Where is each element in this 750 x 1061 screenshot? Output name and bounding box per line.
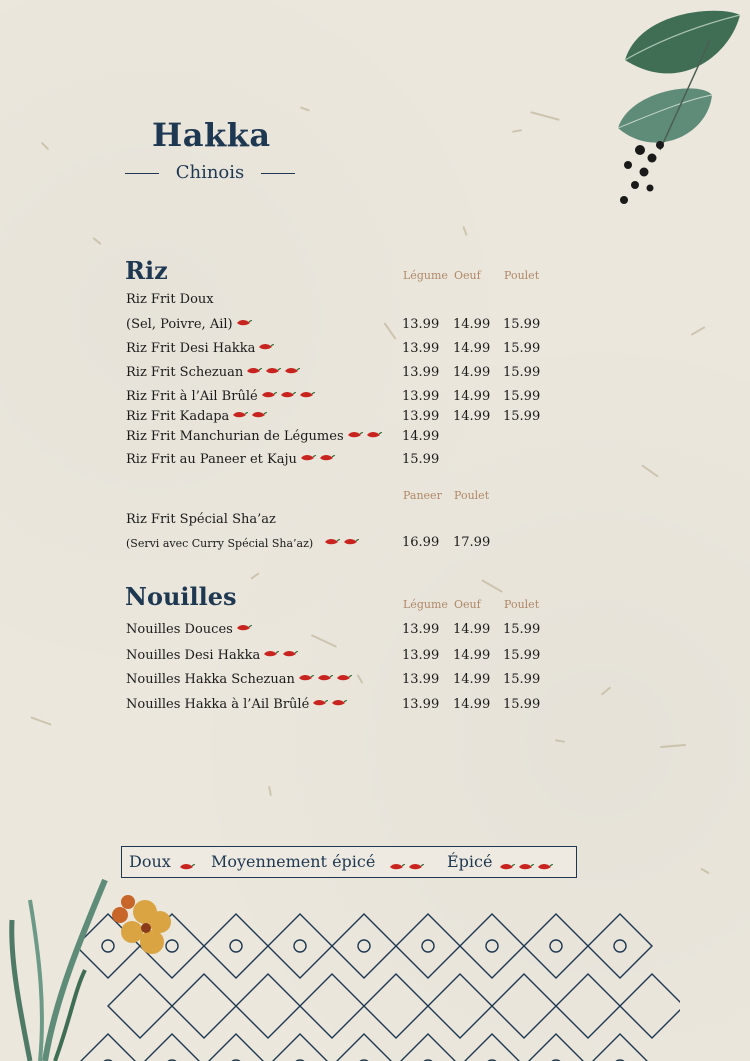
- flower-illustration: [0, 870, 190, 1061]
- chili-icon: [324, 537, 340, 546]
- item-price: 15.99: [503, 622, 541, 637]
- pattern-diamond: [300, 974, 364, 1038]
- pattern-diamond: [332, 914, 396, 978]
- price-paneer: 16.99: [402, 535, 440, 550]
- item-price: 13.99: [402, 365, 440, 380]
- legend-hot-chili: [496, 857, 553, 876]
- item-name: Nouilles Hakka Schezuan: [126, 672, 352, 687]
- pattern-diamond: [236, 974, 300, 1038]
- item-price: 15.99: [503, 672, 541, 687]
- pattern-circle: [422, 940, 434, 952]
- item-price: 13.99: [402, 389, 440, 404]
- pattern-diamond: [556, 974, 620, 1038]
- item-price: 15.99: [503, 648, 541, 663]
- menu-item: [126, 452, 546, 472]
- section-title-riz: Riz: [125, 256, 168, 285]
- item-price: 14.99: [453, 672, 491, 687]
- item-price: 14.99: [453, 341, 491, 356]
- chili-icon: [299, 390, 315, 399]
- chili-icon: [347, 430, 363, 439]
- item-name: Riz Frit Manchurian de Légumes: [126, 429, 382, 444]
- pattern-circle: [550, 940, 562, 952]
- item-price: 14.99: [453, 389, 491, 404]
- item-name: (Sel, Poivre, Ail): [126, 317, 252, 332]
- pattern-diamond: [620, 974, 680, 1038]
- pattern-diamond: [204, 914, 268, 978]
- menu-item: [126, 409, 546, 429]
- item-price: 14.99: [453, 317, 491, 332]
- chili-icon: [343, 537, 359, 546]
- pattern-diamond: [396, 1034, 460, 1061]
- section-title-nouilles: Nouilles: [125, 582, 237, 611]
- menu-item: [126, 292, 546, 312]
- chili-icon: [280, 390, 296, 399]
- chili-icon: [236, 318, 252, 327]
- spice-level: [255, 341, 274, 356]
- menu-item: [126, 389, 546, 409]
- chili-icon: [263, 649, 279, 658]
- chili-icon: [265, 366, 281, 375]
- item-name: Riz Frit à l’Ail Brûlé: [126, 389, 315, 404]
- pattern-diamond: [396, 914, 460, 978]
- item-price: 15.99: [503, 697, 541, 712]
- legend-hot-label: Épicé: [447, 852, 493, 871]
- menu-item: [126, 317, 546, 337]
- price-poulet: 17.99: [453, 535, 491, 550]
- menu-item: [126, 672, 546, 692]
- item-price: 15.99: [503, 341, 541, 356]
- chili-icon: [258, 342, 274, 351]
- item-price: 13.99: [402, 622, 440, 637]
- item-name: Nouilles Hakka à l’Ail Brûlé: [126, 697, 347, 712]
- chili-icon: [317, 673, 333, 682]
- item-name: Nouilles Desi Hakka: [126, 648, 298, 663]
- page-title: Hakka: [152, 116, 271, 154]
- item-price: 15.99: [503, 389, 541, 404]
- legend-medium-label: Moyennement épicé: [211, 852, 376, 871]
- item-price: 15.99: [402, 452, 440, 467]
- chili-icon: [537, 862, 553, 871]
- item-price: 13.99: [402, 648, 440, 663]
- pattern-diamond: [460, 1034, 524, 1061]
- spice-level: [233, 622, 252, 637]
- leaf-illustration: [600, 0, 750, 215]
- item-price: 14.99: [402, 429, 440, 444]
- menu-item: [126, 365, 546, 385]
- item-price: 15.99: [503, 409, 541, 424]
- chili-icon: [246, 366, 262, 375]
- pattern-diamond: [588, 1034, 652, 1061]
- chili-icon: [312, 698, 328, 707]
- item-price: 14.99: [453, 648, 491, 663]
- chili-icon: [282, 649, 298, 658]
- pattern-diamond: [588, 914, 652, 978]
- pattern-circle: [614, 940, 626, 952]
- chili-icon: [261, 390, 277, 399]
- page-subtitle: [125, 162, 295, 183]
- item-price: 13.99: [402, 697, 440, 712]
- chili-icon: [300, 453, 316, 462]
- spice-level: [309, 697, 347, 712]
- pattern-diamond: [492, 974, 556, 1038]
- menu-item: [126, 648, 546, 668]
- chili-icon: [336, 673, 352, 682]
- spice-level: [344, 429, 382, 444]
- chili-icon: [232, 410, 248, 419]
- item-price: 14.99: [453, 697, 491, 712]
- chili-icon: [319, 453, 335, 462]
- menu-item-special: [126, 512, 546, 532]
- spice-level: [243, 365, 300, 380]
- pattern-diamond: [204, 1034, 268, 1061]
- item-price: 13.99: [402, 672, 440, 687]
- spice-level: [258, 389, 315, 404]
- menu-item: [126, 697, 546, 717]
- pattern-diamond: [332, 1034, 396, 1061]
- chili-icon: [236, 623, 252, 632]
- item-price: 13.99: [402, 341, 440, 356]
- item-price: 14.99: [453, 365, 491, 380]
- item-name: Riz Frit Spécial Sha’az: [126, 512, 276, 527]
- column-header-legume-2: Légume: [403, 598, 448, 611]
- item-price: 13.99: [402, 317, 440, 332]
- pattern-circle: [230, 940, 242, 952]
- menu-item-special-note: [126, 535, 546, 555]
- column-header-oeuf: Oeuf: [454, 269, 481, 282]
- spice-level: [233, 317, 252, 332]
- menu-item: [126, 622, 546, 642]
- chili-icon: [518, 862, 534, 871]
- item-price: 15.99: [503, 317, 541, 332]
- spice-level: [297, 452, 335, 467]
- column-header-oeuf-2: Oeuf: [454, 598, 481, 611]
- pattern-diamond: [268, 914, 332, 978]
- item-price: 13.99: [402, 409, 440, 424]
- legend-medium-chili: [386, 857, 424, 876]
- pattern-diamond: [364, 974, 428, 1038]
- item-name: Riz Frit Desi Hakka: [126, 341, 274, 356]
- chili-icon: [298, 673, 314, 682]
- pattern-diamond: [524, 1034, 588, 1061]
- item-name: Riz Frit Doux: [126, 292, 214, 307]
- pattern-circle: [294, 940, 306, 952]
- item-note: (Servi avec Curry Spécial Sha’az): [126, 537, 359, 550]
- item-name: Riz Frit au Paneer et Kaju: [126, 452, 335, 467]
- chili-icon: [284, 366, 300, 375]
- menu-item: [126, 341, 546, 361]
- subtitle-text: Chinois: [175, 162, 245, 183]
- item-name: Riz Frit Kadapa: [126, 409, 267, 424]
- chili-icon: [389, 862, 405, 871]
- pattern-diamond: [428, 974, 492, 1038]
- spice-level: [260, 648, 298, 663]
- chili-icon: [251, 410, 267, 419]
- item-name: Riz Frit Schezuan: [126, 365, 300, 380]
- pattern-diamond: [268, 1034, 332, 1061]
- spice-level: [229, 409, 267, 424]
- item-price: 14.99: [453, 622, 491, 637]
- pattern-diamond: [460, 914, 524, 978]
- item-price: 15.99: [503, 365, 541, 380]
- item-name: Nouilles Douces: [126, 622, 252, 637]
- chili-icon: [499, 862, 515, 871]
- column-header-poulet-2: Poulet: [504, 598, 540, 611]
- chili-icon: [366, 430, 382, 439]
- column-header-legume: Légume: [403, 269, 448, 282]
- chili-icon: [408, 862, 424, 871]
- legend-mild-label: Doux: [129, 852, 171, 871]
- chili-icon: [331, 698, 347, 707]
- column-header-paneer: Paneer: [403, 489, 442, 502]
- spice-level: [295, 672, 352, 687]
- column-header-poulet: Poulet: [504, 269, 540, 282]
- item-price: 14.99: [453, 409, 491, 424]
- pattern-circle: [486, 940, 498, 952]
- column-header-poulet-special: Poulet: [454, 489, 490, 502]
- menu-item: [126, 429, 546, 449]
- pattern-circle: [358, 940, 370, 952]
- pattern-diamond: [524, 914, 588, 978]
